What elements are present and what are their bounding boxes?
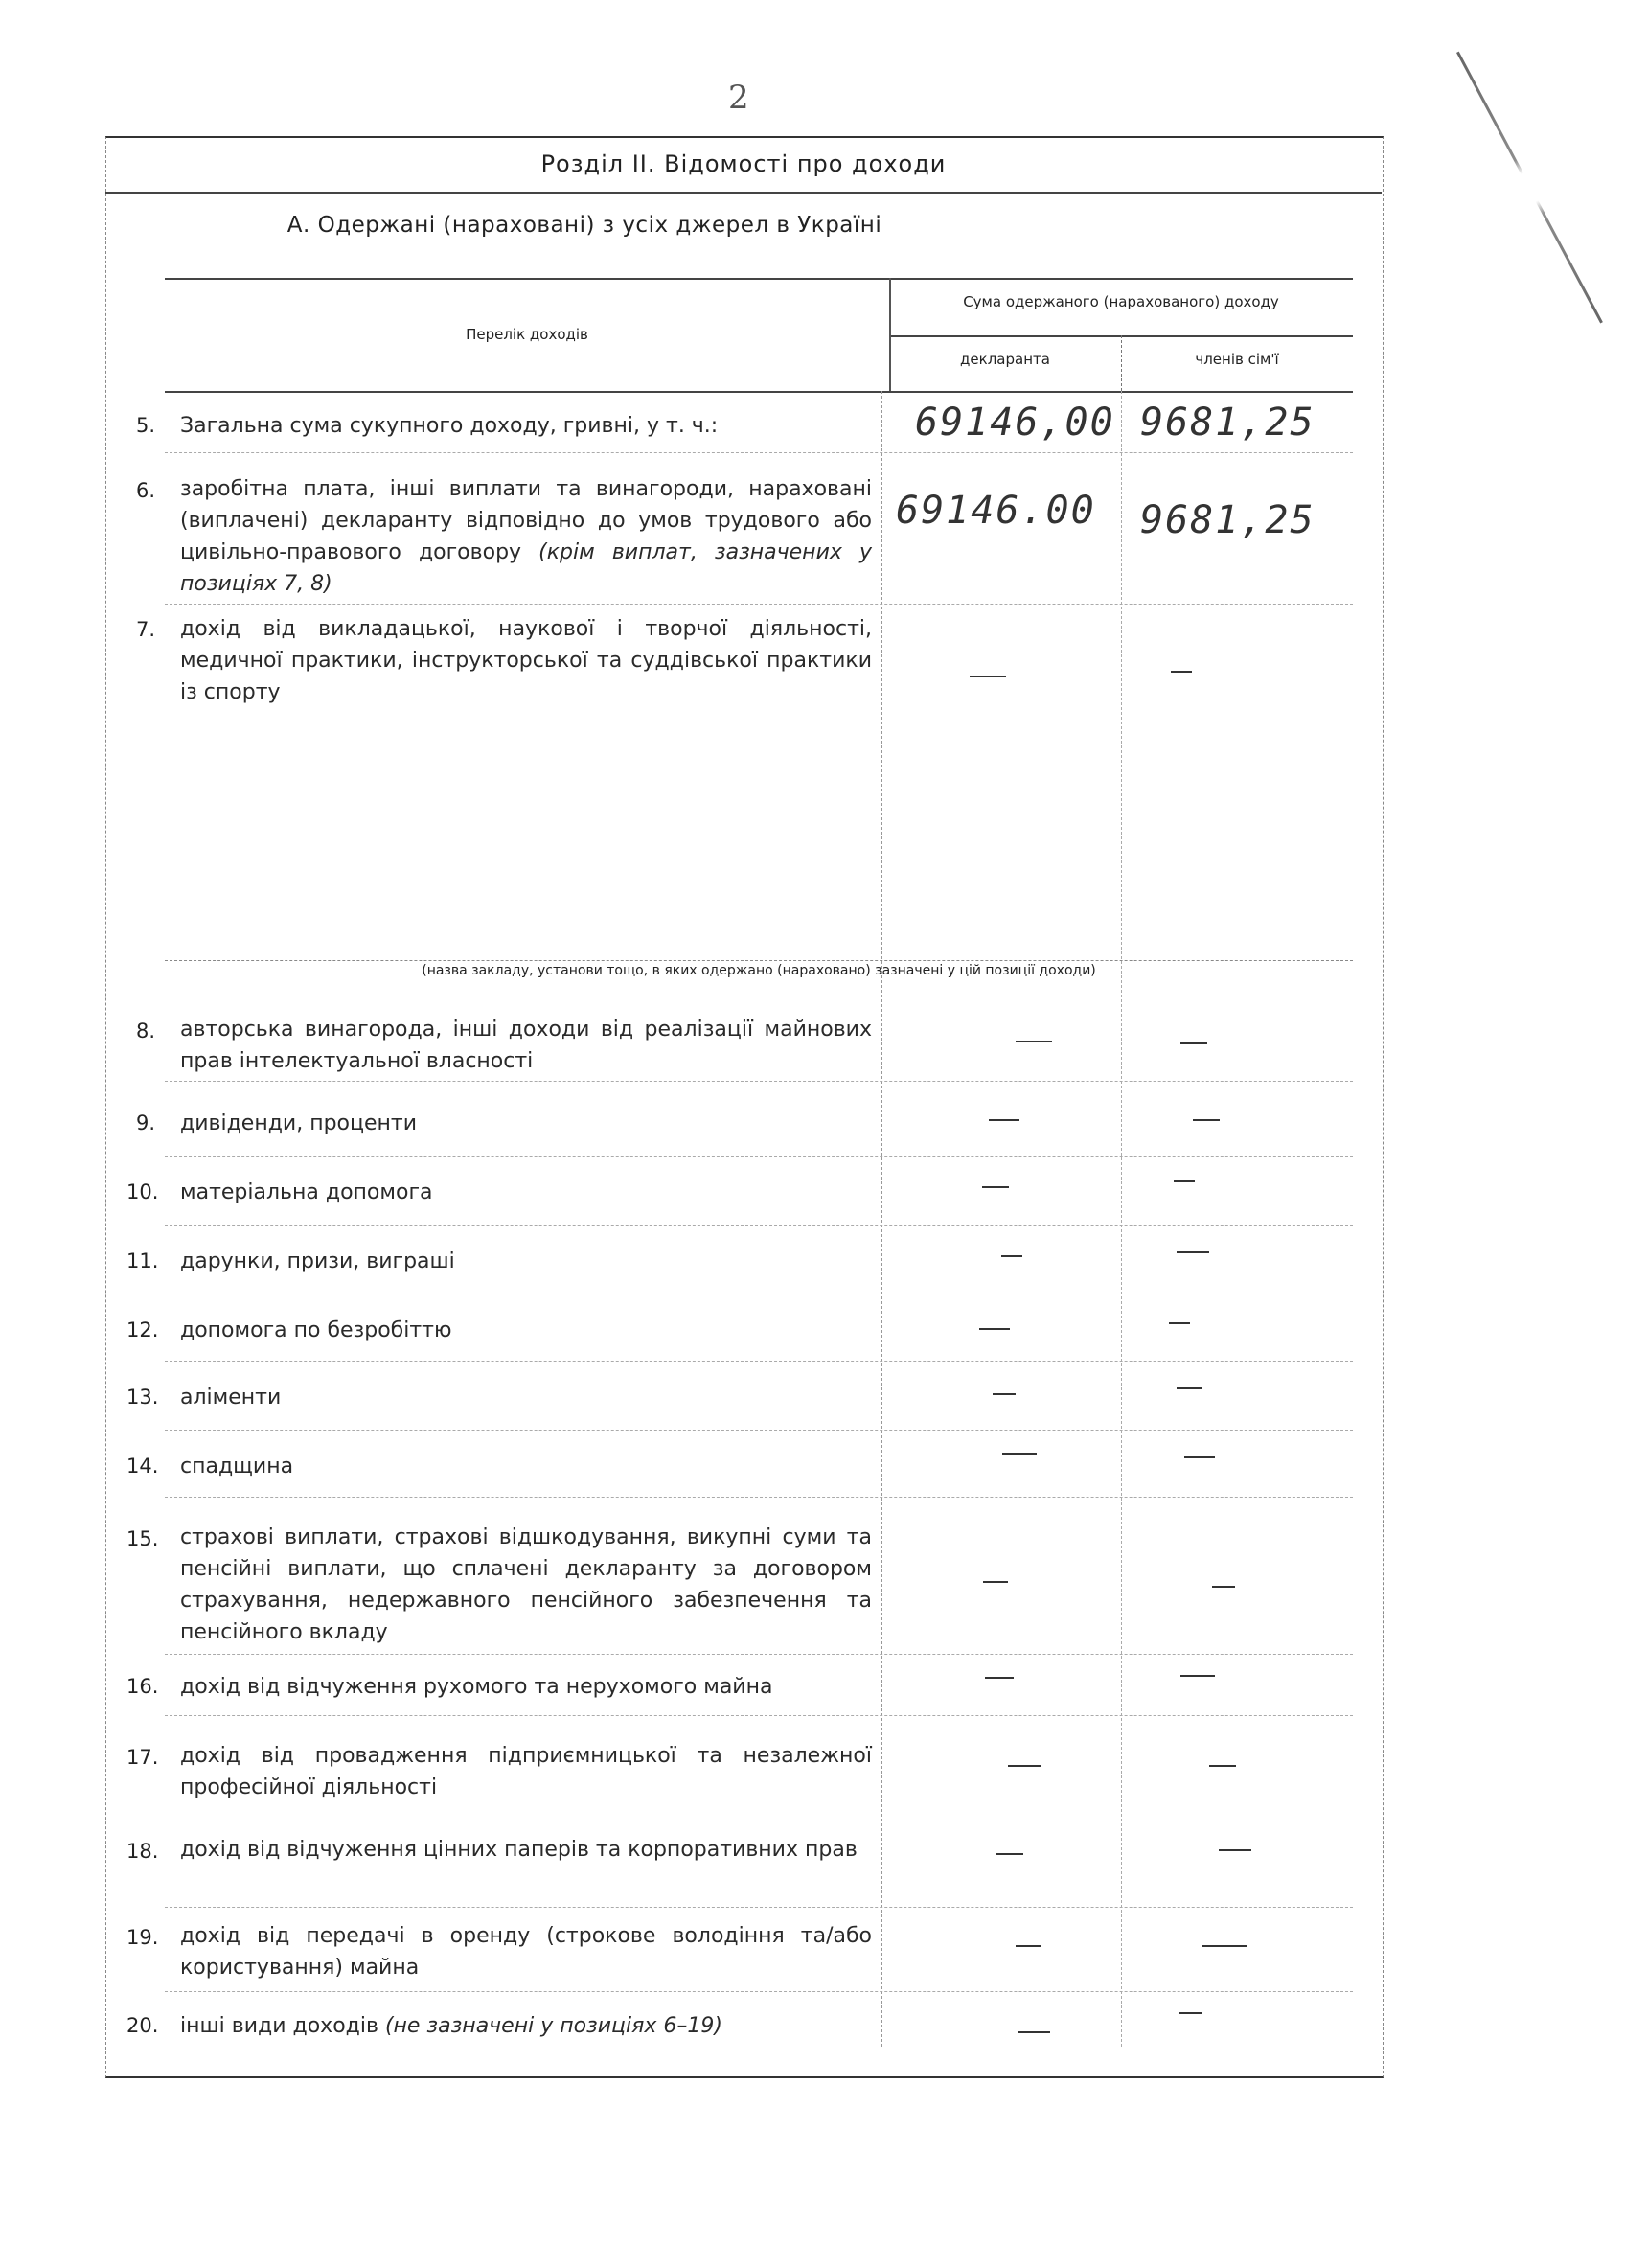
income-sum-header: Сума одержаного (нарахованого) доходу <box>963 293 1279 310</box>
row-label: страхові виплати, страхові відшкодування, викупні суми та пенсійні виплати, що сплачені декларанту за договором страхування, недержавного пенсійного забезпечення та пенсійного вкладу <box>180 1525 872 1644</box>
row-number: 10. <box>126 1180 159 1203</box>
family-dash <box>1177 1251 1209 1253</box>
family-salary-income: 9681,25 <box>1140 498 1316 542</box>
row-label: дохід від передачі в оренду (строкове володіння та/або користування) майна <box>180 1924 872 1980</box>
diagonal-strike-mark <box>1456 52 1603 324</box>
row-label: дивіденди, проценти <box>180 1111 418 1135</box>
header-bottom-rule <box>165 391 1353 393</box>
row-label: дохід від провадження підприємницької та незалежної професійної діяльності <box>180 1744 872 1799</box>
row-separator <box>165 1361 1353 1362</box>
row-label: Загальна сума сукупного доходу, гривні, у т. ч.: <box>180 414 719 438</box>
row-label: допомога по безробіттю <box>180 1318 452 1342</box>
row-separator <box>165 1991 1353 1992</box>
declarant-dash <box>1008 1765 1041 1767</box>
row-number: 11. <box>126 1249 159 1272</box>
row-label: дарунки, призи, виграші <box>180 1249 455 1273</box>
family-dash <box>1180 1675 1215 1677</box>
declarant-dash <box>985 1677 1014 1679</box>
declarant-dash <box>970 676 1006 677</box>
row-number: 9. <box>135 1111 155 1134</box>
declarant-dash <box>979 1328 1010 1330</box>
declarant-dash <box>993 1393 1016 1395</box>
row-separator <box>165 1156 1353 1157</box>
family-dash <box>1209 1765 1236 1767</box>
page-number: 2 <box>728 79 749 117</box>
family-dash <box>1184 1456 1215 1458</box>
family-dash <box>1177 1387 1202 1389</box>
row-number: 7. <box>135 618 155 641</box>
family-dash <box>1219 1849 1251 1851</box>
row-number: 13. <box>126 1386 159 1409</box>
row-number: 6. <box>135 479 155 502</box>
row-separator <box>165 1497 1353 1498</box>
row-separator <box>165 1430 1353 1431</box>
family-dash <box>1174 1180 1195 1182</box>
row-separator <box>165 604 1353 605</box>
row-label: аліменти <box>180 1386 282 1409</box>
family-column-header: членів сім'ї <box>1195 351 1279 368</box>
declarant-dash <box>1016 1041 1052 1042</box>
row-number: 5. <box>135 414 155 437</box>
subsection-title: А. Одержані (нараховані) з усіх джерел в Україні <box>286 213 882 238</box>
row-separator <box>165 1225 1353 1226</box>
row-number: 8. <box>135 1019 155 1042</box>
column-divider-2 <box>1121 391 1122 2047</box>
declarant-dash <box>1002 1453 1037 1455</box>
row-number: 12. <box>126 1318 159 1341</box>
family-dash <box>1179 2012 1202 2014</box>
family-total-income: 9681,25 <box>1140 401 1316 445</box>
row-number: 18. <box>126 1840 159 1863</box>
income-list-header: Перелік доходів <box>466 326 588 343</box>
row-separator <box>165 1907 1353 1908</box>
header-top-rule <box>165 278 1353 280</box>
row-label: дохід від відчуження рухомого та нерухомого майна <box>180 1675 773 1699</box>
row-number: 15. <box>126 1527 159 1550</box>
row-label: спадщина <box>180 1455 294 1478</box>
family-dash <box>1169 1322 1190 1324</box>
row-label: заробітна плата, інші виплати та винагороди, нараховані (виплачені) декларанту відповідно до умов трудового або цивільно-правового договору (крім виплат, зазначених у позиціях 7, 8) <box>180 477 873 596</box>
family-dash <box>1180 1042 1207 1044</box>
row-separator <box>165 452 1353 453</box>
row-separator <box>165 1081 1353 1082</box>
declarant-dash <box>989 1119 1019 1121</box>
row-label: інші види доходів (не зазначені у позиціях 6–19) <box>180 2014 722 2038</box>
row-separator <box>165 1654 1353 1655</box>
family-dash <box>1212 1586 1235 1588</box>
family-dash <box>1171 671 1192 673</box>
declarant-dash <box>982 1186 1009 1188</box>
family-dash <box>1193 1119 1220 1121</box>
row-label: дохід від відчуження цінних паперів та корпоративних прав <box>180 1838 858 1862</box>
row-number: 17. <box>126 1746 159 1769</box>
row-label: авторська винагорода, інші доходи від реалізації майнових прав інтелектуальної власності <box>180 1018 872 1073</box>
row-label: матеріальна допомога <box>180 1180 433 1204</box>
declarant-dash <box>1018 2031 1050 2033</box>
declarant-dash <box>983 1581 1008 1583</box>
family-dash <box>1202 1945 1247 1947</box>
declarant-salary-income: 69146.00 <box>896 489 1096 533</box>
row-label: дохід від викладацької, наукової і творчої діяльності, медичної практики, інструкторської та суддівської практики із спорту <box>180 617 872 704</box>
declarant-dash <box>996 1853 1023 1855</box>
institution-note: (назва закладу, установи тощо, в яких одержано (нараховано) зазначені у цій позиції доходи) <box>165 960 1353 978</box>
row-number: 20. <box>126 2014 159 2037</box>
declarant-column-header: декларанта <box>960 351 1050 368</box>
row-number: 16. <box>126 1675 159 1698</box>
section-title: Розділ ІІ. Відомості про доходи <box>105 136 1382 194</box>
row-number: 14. <box>126 1455 159 1478</box>
declarant-dash <box>1016 1945 1041 1947</box>
declarant-dash <box>1001 1255 1022 1257</box>
row-separator <box>165 1715 1353 1716</box>
column-divider <box>881 391 882 2047</box>
row-number: 19. <box>126 1926 159 1949</box>
declarant-total-income: 69146,00 <box>915 401 1115 445</box>
